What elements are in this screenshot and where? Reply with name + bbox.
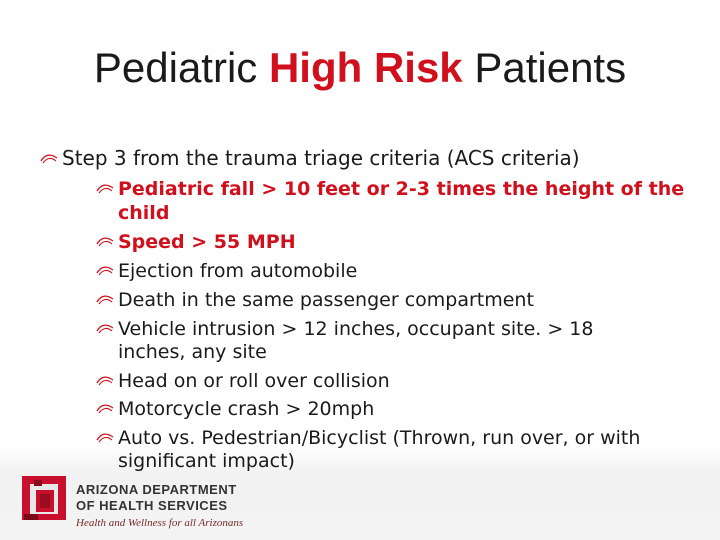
slide-title bbox=[0, 42, 720, 94]
list-item-continuation: inches, any site bbox=[118, 341, 267, 363]
bullet-icon bbox=[38, 149, 60, 167]
list-item-text: Motorcycle crash > 20mph bbox=[118, 398, 375, 420]
bullet-icon bbox=[94, 179, 116, 197]
bullet-icon bbox=[94, 428, 116, 446]
list-item-text: Speed > 55 MPH bbox=[118, 231, 296, 253]
org-name-line2: OF HEALTH SERVICES bbox=[76, 498, 228, 513]
list-item-text: Death in the same passenger compartment bbox=[118, 289, 534, 311]
title-part1: Pediatric bbox=[93, 44, 269, 91]
bullet-icon bbox=[94, 232, 116, 250]
list-item bbox=[94, 318, 593, 340]
org-tagline: Health and Wellness for all Arizonans bbox=[76, 517, 244, 529]
list-item-text: Auto vs. Pedestrian/Bicyclist (Thrown, run over, or with bbox=[118, 427, 641, 449]
bullet-level1 bbox=[38, 147, 580, 169]
bullet-icon bbox=[94, 319, 116, 337]
list-item bbox=[94, 398, 374, 420]
adhs-logo-icon bbox=[22, 474, 70, 522]
list-item-text: Pediatric fall > 10 feet or 2-3 times the height of the bbox=[118, 178, 685, 200]
bullet-icon bbox=[94, 371, 116, 389]
list-item bbox=[94, 231, 296, 253]
title-part2: Patients bbox=[462, 44, 627, 91]
list-item bbox=[94, 289, 534, 311]
bullet-icon bbox=[94, 290, 116, 308]
bullet-icon bbox=[94, 261, 116, 279]
list-item-continuation: significant impact) bbox=[118, 450, 295, 472]
list-item-text: Ejection from automobile bbox=[118, 260, 358, 282]
list-item-text: Head on or roll over collision bbox=[118, 370, 390, 392]
list-item-text: Vehicle intrusion > 12 inches, occupant site. > 18 bbox=[118, 318, 594, 340]
bullet-level1-text: Step 3 from the trauma triage criteria (ACS criteria) bbox=[62, 146, 580, 170]
title-highlight: High Risk bbox=[268, 44, 463, 91]
list-item bbox=[94, 427, 640, 449]
list-item-continuation: child bbox=[118, 202, 170, 224]
org-name-line1: ARIZONA DEPARTMENT bbox=[76, 482, 237, 497]
list-item bbox=[94, 178, 684, 200]
list-item bbox=[94, 260, 357, 282]
list-item bbox=[94, 370, 390, 392]
bullet-icon bbox=[94, 399, 116, 417]
